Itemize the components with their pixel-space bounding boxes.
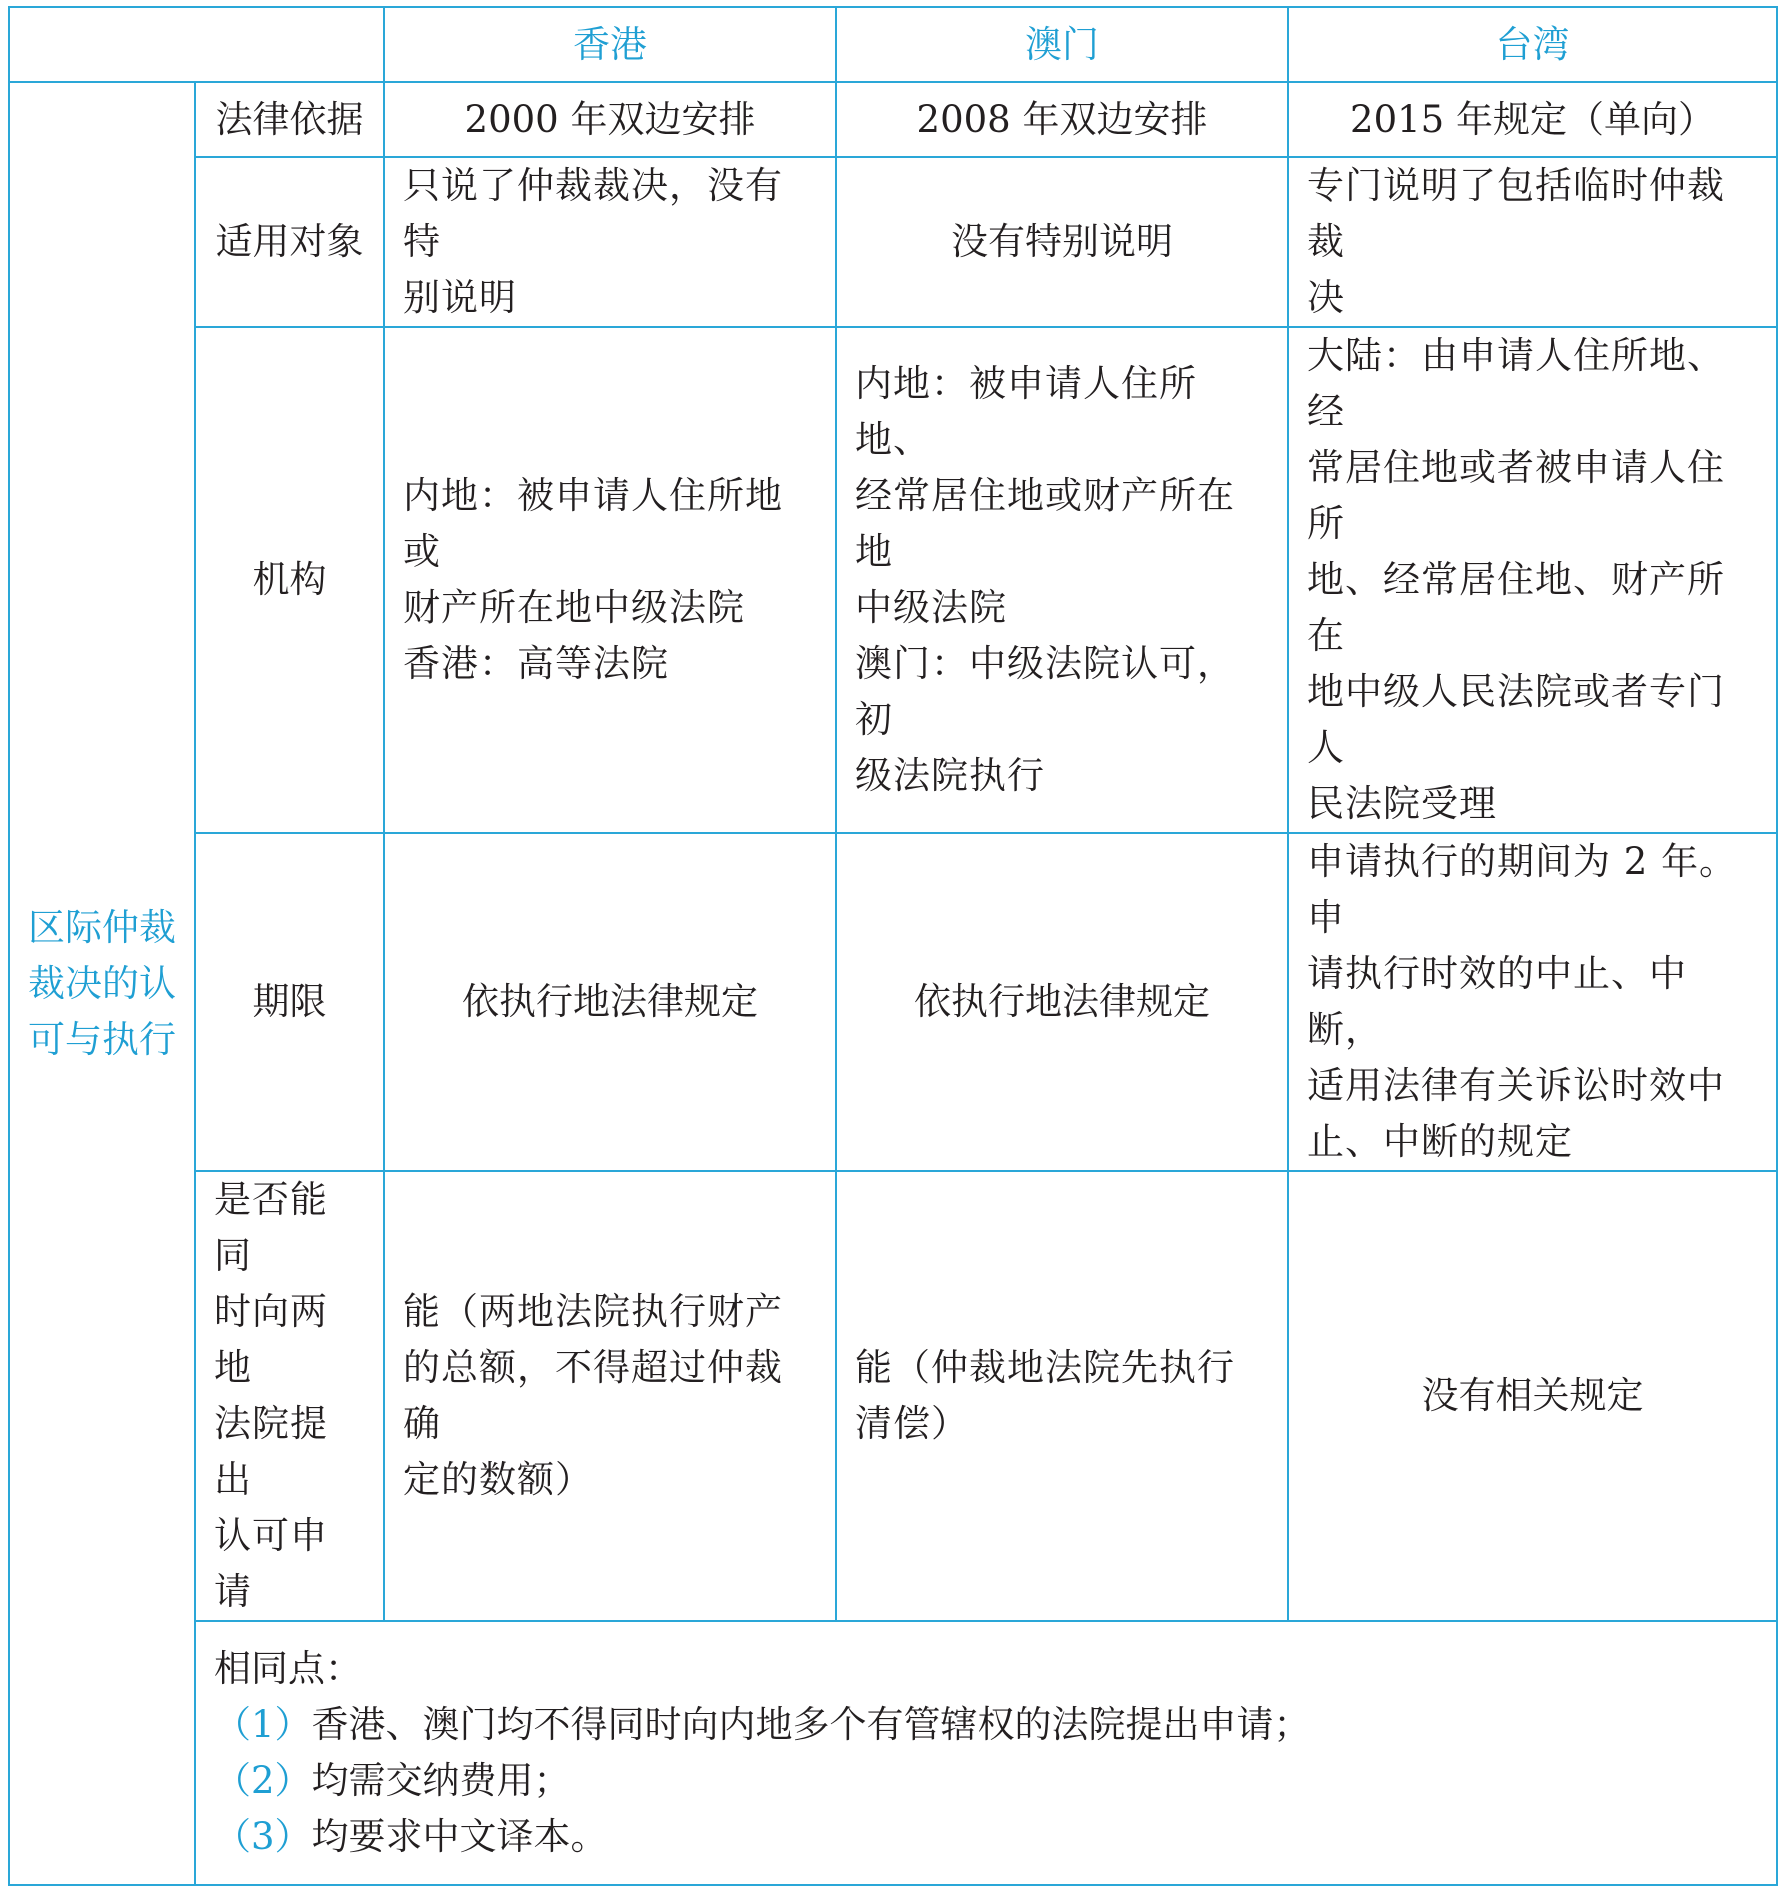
table-row-institution (9, 327, 1777, 833)
cell-taiwan-legal-basis (1288, 82, 1777, 157)
cell-line: 依执行地法律规定 (462, 980, 758, 1023)
cell-taiwan-scope (1288, 157, 1777, 327)
cell-line: 请执行时效的中止、中断， (1307, 952, 1687, 1051)
common-point-number: （1） (214, 1703, 312, 1746)
group-label-line: 区际仲裁 (28, 905, 176, 949)
common-point-item (214, 1753, 1758, 1809)
cell-line: 依执行地法律规定 (914, 980, 1210, 1023)
cell-line: 没有相关规定 (1421, 1374, 1644, 1417)
cell-line: 申请执行的期间为 2 年。申 (1307, 840, 1738, 939)
cell-line: 财产所在地中级法院 (403, 586, 745, 629)
table-row-simultaneous-application (9, 1171, 1777, 1621)
common-point-text: 均要求中文译本。 (311, 1815, 608, 1858)
cell-line: 专门说明了包括临时仲裁裁 (1307, 164, 1725, 263)
table-row-common-points (9, 1621, 1777, 1885)
cell-hongkong-institution (384, 327, 836, 833)
common-point-number: （2） (214, 1759, 312, 1802)
cell-line: 级法院执行 (855, 754, 1045, 797)
common-points-cell (195, 1621, 1777, 1885)
cell-taiwan-time-limit (1288, 833, 1777, 1171)
cell-line: 2008 年双边安排 (916, 97, 1208, 141)
row-label-scope (195, 157, 384, 327)
comparison-table-wrapper (8, 6, 1778, 1886)
cell-line: 经常居住地或财产所在地 (855, 474, 1235, 573)
group-label-line: 裁决的认 (28, 961, 176, 1005)
row-label-line: 法院提出 (214, 1402, 328, 1501)
cell-hongkong-scope (384, 157, 836, 327)
common-points-title: 相同点： (214, 1647, 362, 1690)
cell-hongkong-legal-basis (384, 82, 836, 157)
cell-line: 别说明 (403, 276, 517, 319)
header-corner-cell (9, 7, 384, 82)
cell-macau-time-limit (836, 833, 1288, 1171)
common-point-number: （3） (214, 1815, 312, 1858)
column-header-taiwan: 台湾 (1288, 7, 1777, 82)
row-label-line: 法律依据 (215, 97, 364, 141)
cell-line: 的总额，不得超过仲裁确 (403, 1346, 783, 1445)
cell-line: 内地：被申请人住所地、 (855, 362, 1197, 461)
cell-line: 2015 年规定（单向） (1350, 97, 1715, 141)
cell-macau-legal-basis (836, 82, 1288, 157)
cell-line: 大陆：由申请人住所地、经 (1307, 334, 1725, 433)
cell-line: 内地：被申请人住所地或 (403, 474, 783, 573)
cell-line: 止、中断的规定 (1307, 1120, 1573, 1163)
cell-line: 地中级人民法院或者专门人 (1307, 670, 1725, 769)
common-point-item (214, 1697, 1758, 1753)
row-label-line: 认可申请 (214, 1514, 328, 1613)
group-label-cell (9, 82, 195, 1885)
cell-line: 常居住地或者被申请人住所 (1307, 446, 1725, 545)
row-label-line: 机构 (252, 558, 327, 601)
cell-line: 地、经常居住地、财产所在 (1307, 558, 1725, 657)
common-point-text: 均需交纳费用； (311, 1759, 571, 1802)
row-label-simultaneous-application (195, 1171, 384, 1621)
cell-line: 定的数额） (403, 1458, 593, 1501)
cell-line: 能（两地法院执行财产 (403, 1290, 783, 1333)
row-label-line: 时向两地 (214, 1290, 328, 1389)
common-point-text: 香港、澳门均不得同时向内地多个有管辖权的法院提出申请； (311, 1703, 1311, 1746)
cell-line: 民法院受理 (1307, 782, 1497, 825)
cell-line: 没有特别说明 (951, 220, 1173, 263)
cell-taiwan-institution (1288, 327, 1777, 833)
cell-macau-institution (836, 327, 1288, 833)
row-label-line: 适用对象 (215, 220, 364, 263)
row-label-line: 是否能同 (214, 1178, 328, 1277)
cell-taiwan-simultaneous-application (1288, 1171, 1777, 1621)
column-header-macau: 澳门 (836, 7, 1288, 82)
cell-macau-simultaneous-application (836, 1171, 1288, 1621)
cell-line: 只说了仲裁裁决，没有特 (403, 164, 783, 263)
table-row-scope (9, 157, 1777, 327)
row-label-legal-basis (195, 82, 384, 157)
cell-line: 澳门：中级法院认可，初 (855, 642, 1235, 741)
row-label-line: 期限 (252, 980, 327, 1023)
column-header-hongkong: 香港 (384, 7, 836, 82)
cell-line: 中级法院 (855, 586, 1007, 629)
cell-hongkong-time-limit (384, 833, 836, 1171)
cell-line: 适用法律有关诉讼时效中 (1307, 1064, 1725, 1107)
cell-line: 决 (1307, 276, 1345, 319)
comparison-table (8, 6, 1778, 1886)
header-row (9, 7, 1777, 82)
row-label-time-limit (195, 833, 384, 1171)
cell-macau-scope (836, 157, 1288, 327)
cell-line: 能（仲裁地法院先执行 (855, 1346, 1235, 1389)
row-label-institution (195, 327, 384, 833)
cell-line: 清偿） (855, 1402, 969, 1445)
table-row-time-limit (9, 833, 1777, 1171)
cell-line: 2000 年双边安排 (464, 97, 756, 141)
cell-hongkong-simultaneous-application (384, 1171, 836, 1621)
group-label-line: 可与执行 (28, 1017, 176, 1061)
common-point-item (214, 1809, 1758, 1865)
table-row-legal-basis (9, 82, 1777, 157)
cell-line: 香港：高等法院 (403, 642, 669, 685)
